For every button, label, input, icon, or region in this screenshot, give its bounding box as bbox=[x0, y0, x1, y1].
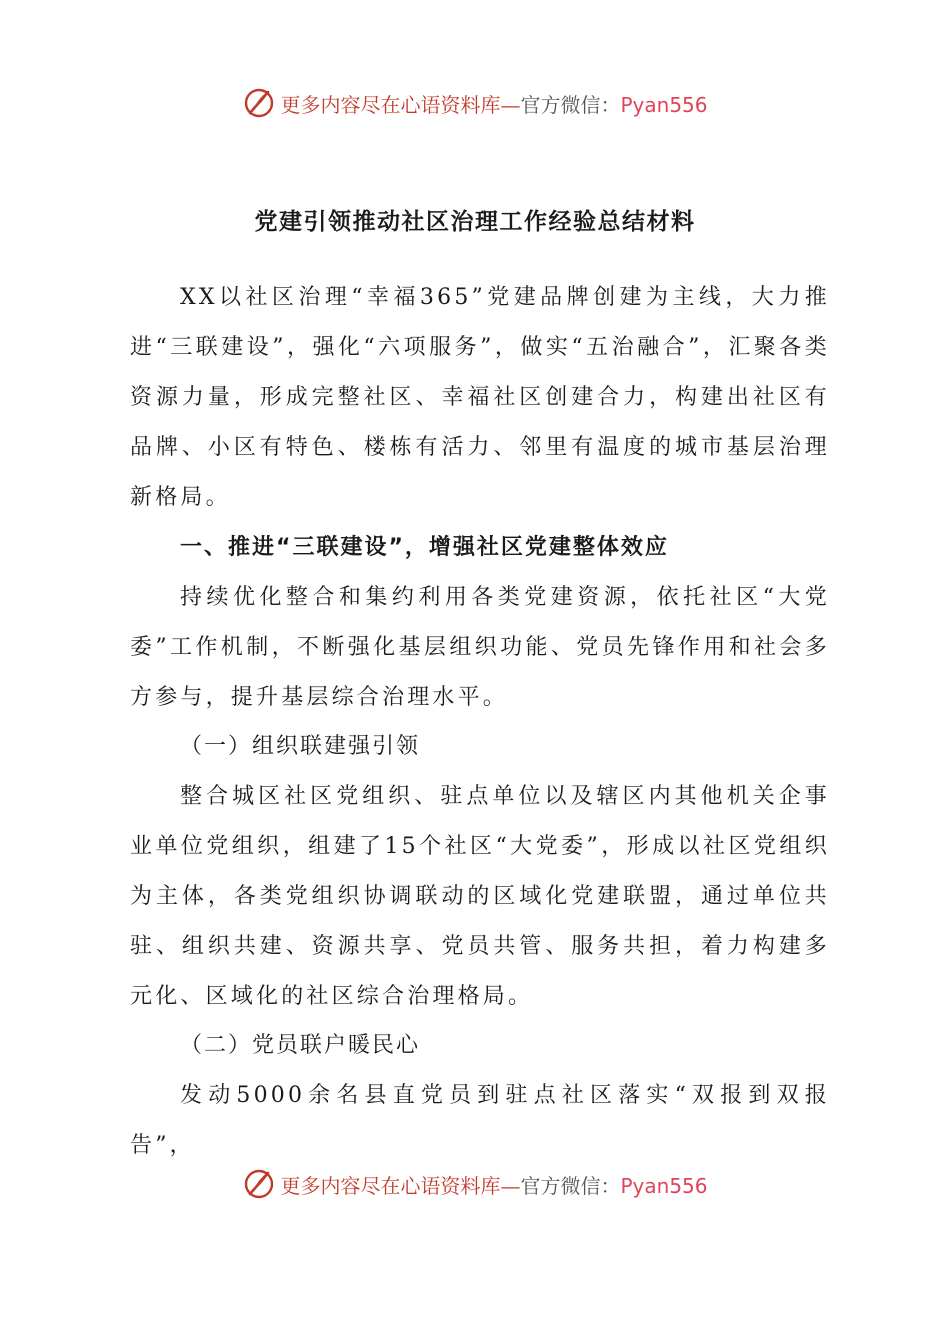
watermark-wechat-label: 官方微信： bbox=[520, 1173, 621, 1198]
watermark-wechat-id: Pyan556 bbox=[620, 1173, 708, 1198]
subsection1-heading: （一）组织联建强引领 bbox=[180, 734, 421, 759]
watermark-wechat-label: 官方微信： bbox=[520, 92, 621, 117]
feather-logo-icon bbox=[242, 1167, 276, 1201]
section1-heading: 一、推进“三联建设”，增强社区党建整体效应 bbox=[180, 535, 669, 560]
intro-paragraph: XX以社区治理“幸福365”党建品牌创建为主线，大力推进“三联建设”，强化“六项服务”，做实“五治融合”，汇聚各类资源力量，形成完整社区、幸福社区创建合力，构建出社区有品牌、小区有特色、楼栋有活力、邻里有温度的城市基层治理新格局。 bbox=[130, 285, 830, 510]
watermark-dash: — bbox=[500, 1173, 521, 1198]
subsection1-paragraph: 整合城区社区党组织、驻点单位以及辖区内其他机关企事业单位党组织，组建了15个社区“大党委”，形成以社区党组织为主体，各类党组织协调联动的区域化党建联盟，通过单位共驻、组织共建、资源共享、党员共管、服务共担，着力构建多元化、区域化的社区综合治理格局。 bbox=[130, 784, 830, 1009]
subsection2-paragraph: 发动5000余名县直党员到驻点社区落实“双报到双报告”， bbox=[130, 1083, 830, 1158]
watermark-banner-bottom bbox=[0, 1162, 950, 1206]
feather-logo-icon bbox=[242, 86, 276, 120]
watermark-site: 更多内容尽在心语资料库 bbox=[280, 92, 501, 117]
subsection2-heading: （二）党员联户暖民心 bbox=[180, 1033, 421, 1058]
section1-paragraph: 持续优化整合和集约利用各类党建资源，依托社区“大党委”工作机制，不断强化基层组织功能、党员先锋作用和社会多方参与，提升基层综合治理水平。 bbox=[130, 585, 830, 710]
watermark-dash: — bbox=[500, 92, 521, 117]
watermark-site: 更多内容尽在心语资料库 bbox=[280, 1173, 501, 1198]
document-title: 党建引领推动社区治理工作经验总结材料 bbox=[254, 209, 696, 235]
watermark-wechat-id: Pyan556 bbox=[620, 92, 708, 117]
watermark-banner-top bbox=[0, 81, 950, 125]
